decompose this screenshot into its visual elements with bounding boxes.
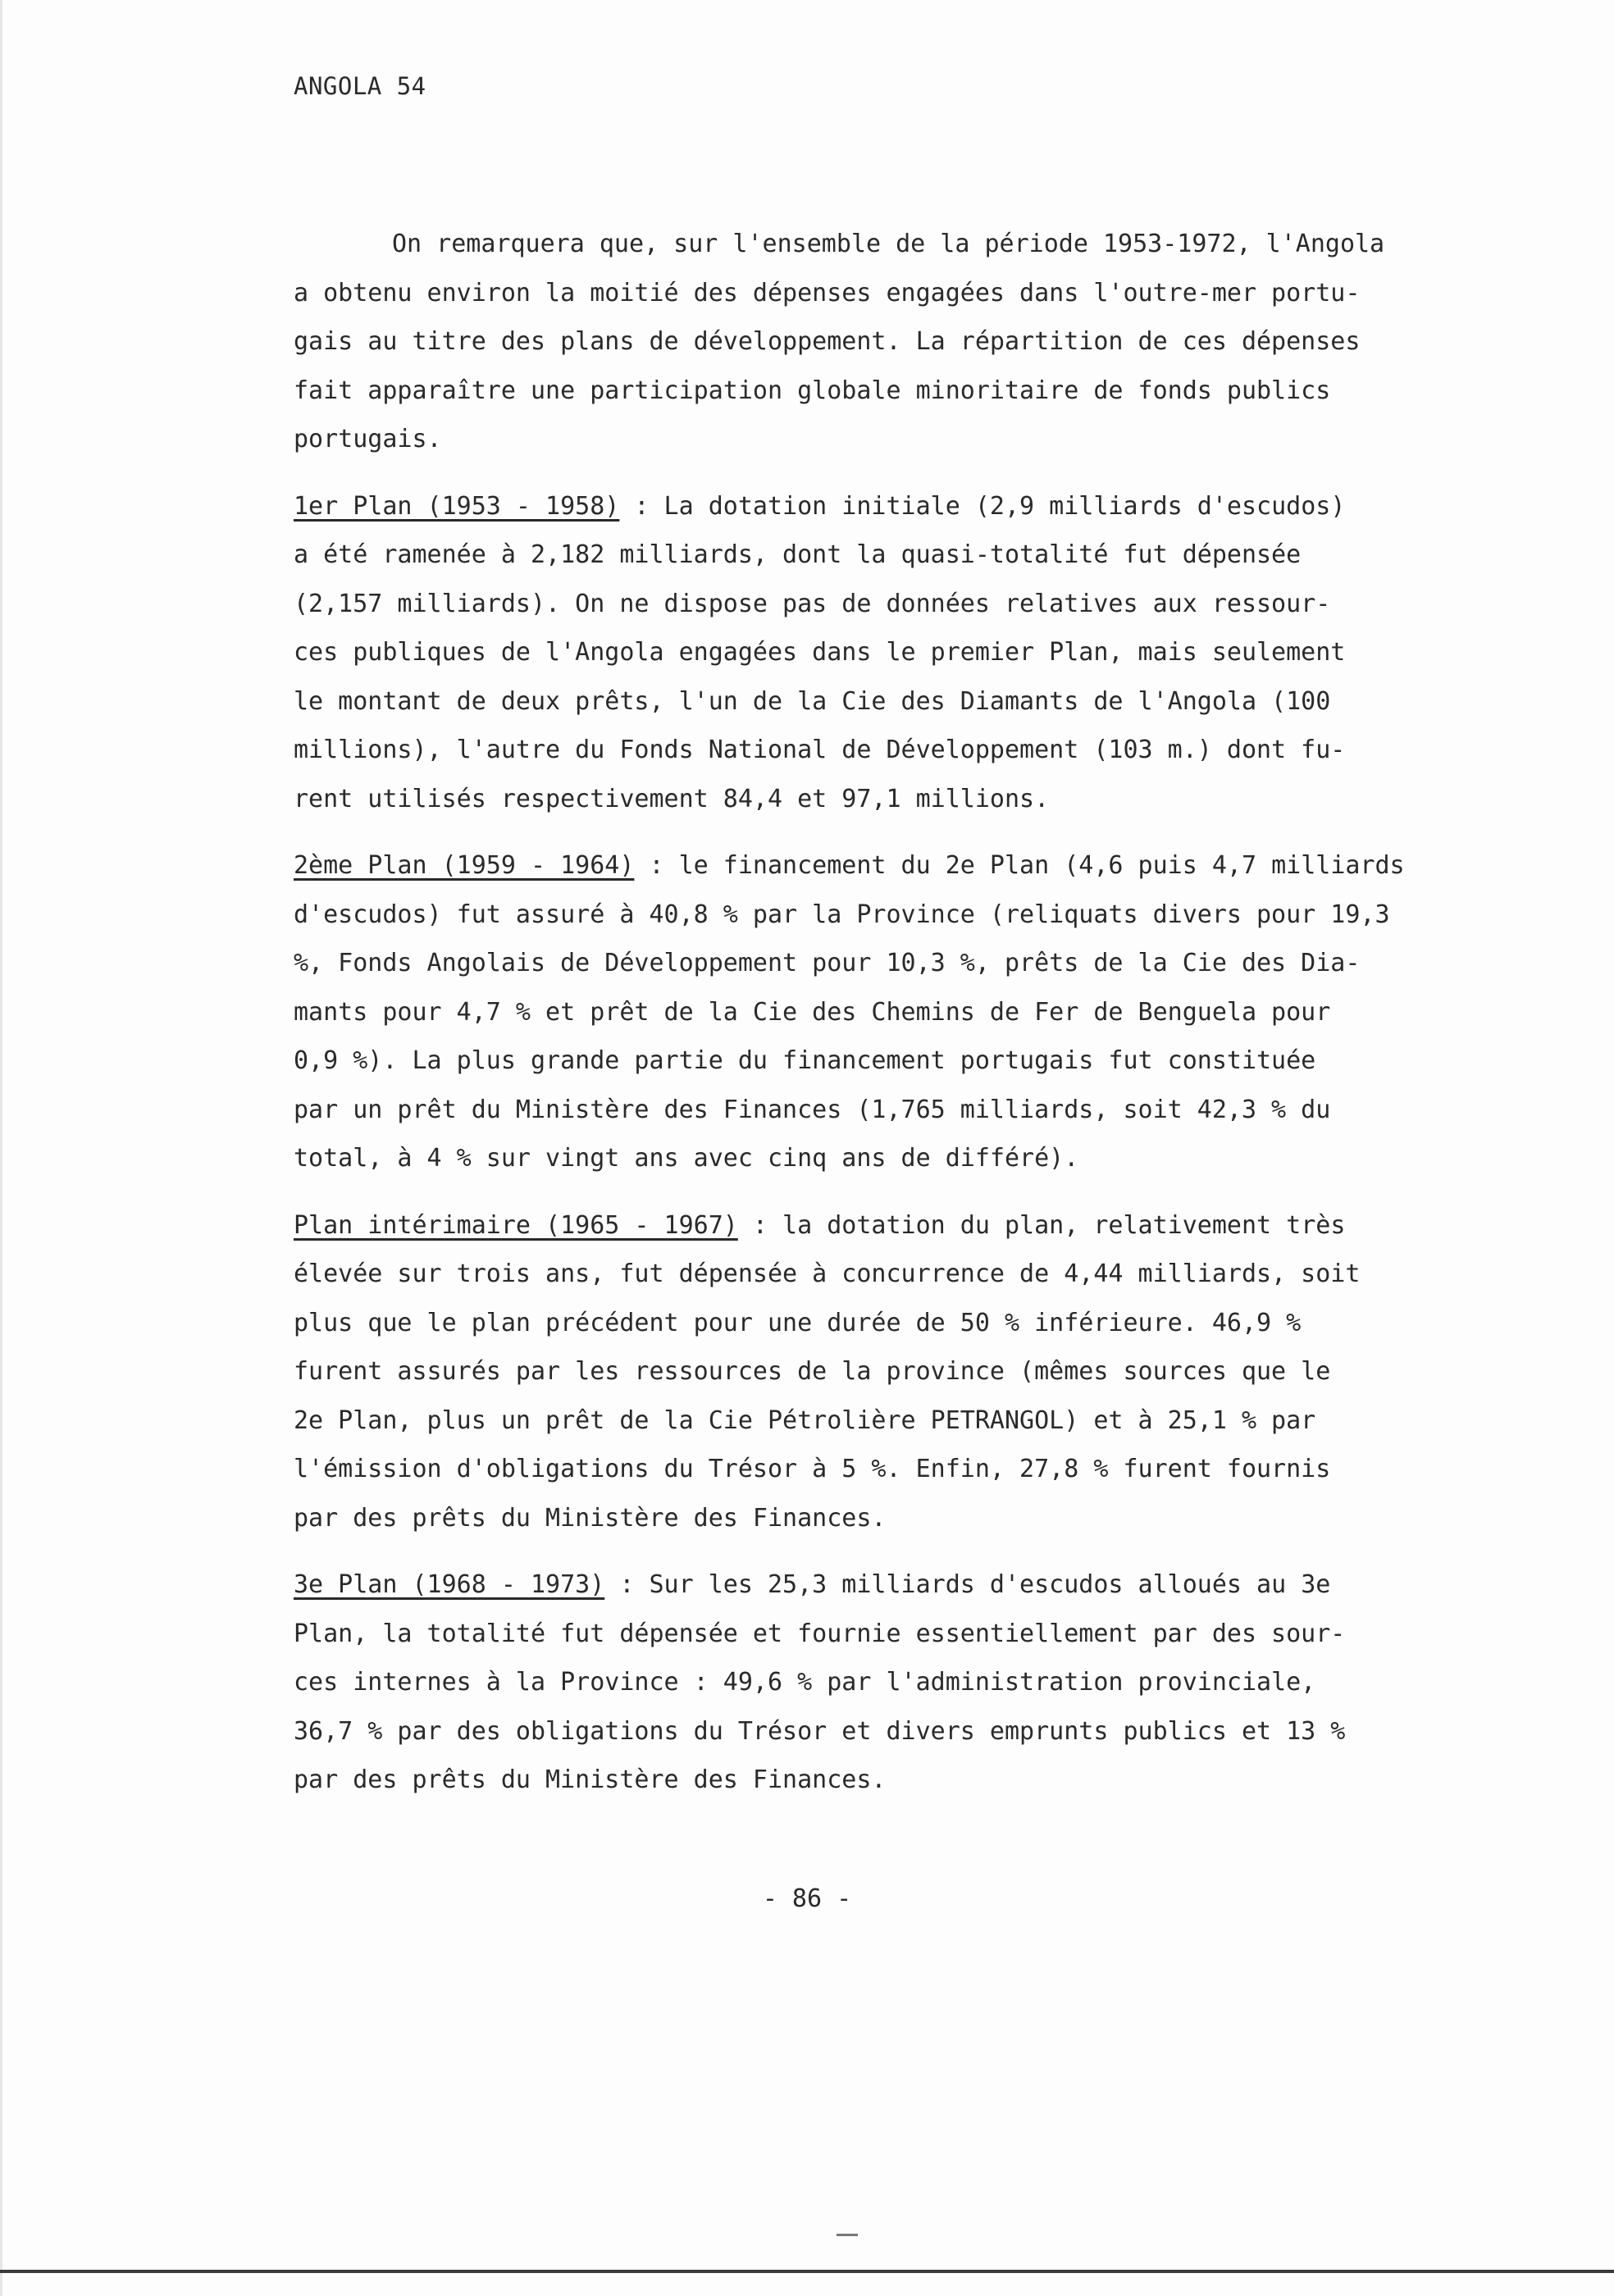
intro-paragraph <box>294 220 1532 464</box>
paragraph-plan-interim <box>294 1201 1532 1543</box>
paragraph-text: On remarquera que, sur l'ensemble de la période 1953-1972, l'Angola a obtenu environ la moitié des dépenses engagées dans l'outre-mer portu- gais au titre des plans de développement. La répartition de ces dépenses fait apparaître une participation globale minoritaire de fonds publics portugais. <box>294 230 1385 453</box>
document-body <box>294 220 1532 1823</box>
paragraph-plan-2 <box>294 841 1532 1183</box>
page-number: - 86 - <box>762 1884 852 1913</box>
section-heading: 3e Plan (1968 - 1973) <box>294 1570 605 1599</box>
page-edge <box>0 0 2 2296</box>
section-heading: Plan intérimaire (1965 - 1967) <box>294 1210 738 1240</box>
scan-mark <box>837 2234 858 2236</box>
bottom-rule <box>0 2270 1614 2273</box>
paragraph-text: : La dotation initiale (2,9 milliards d'escudos) a été ramenée à 2,182 milliards, dont la quasi-totalité fut dépensée (2,157 milliards). On ne dispose pas de données relatives aux ressour- ces publiques de l'Angola engagées dans le premier Plan, mais seulement le montant de deux prêts, l'un de la Cie des Diamants de l'Angola (100 millions), l'autre du Fonds National de Développement (103 m.) dont fu- rent utilisés respectivement 84,4 et 97,1 millions. <box>294 491 1346 813</box>
paragraph-text: : le financement du 2e Plan (4,6 puis 4,7 milliards d'escudos) fut assuré à 40,8 % par la Province (reliquats divers pour 19,3 %, Fonds Angolais de Développement pour 10,3 %, prêts de la Cie des Dia- mants pour 4,7 % et prêt de la Cie des Chemins de Fer de Benguela pour 0,9 %). La plus grande partie du financement portugais fut constituée par un prêt du Ministère des Finances (1,765 milliards, soit 42,3 % du total, à 4 % sur vingt ans avec cinq ans de différé). <box>294 851 1405 1173</box>
paragraph-plan-3 <box>294 1560 1532 1805</box>
paragraph-text: : Sur les 25,3 milliards d'escudos alloués au 3e Plan, la totalité fut dépensée et fournie essentiellement par des sour- ces internes à la Province : 49,6 % par l'administration provinciale, 36,7 % par des obligations du Trésor et divers emprunts publics et 13 % par des prêts du Ministère des Finances. <box>294 1570 1346 1794</box>
section-heading: 1er Plan (1953 - 1958) <box>294 491 620 521</box>
running-header: ANGOLA 54 <box>294 72 426 100</box>
paragraph-plan-1 <box>294 482 1532 824</box>
paragraph-text: : la dotation du plan, relativement très élevée sur trois ans, fut dépensée à concurrence de 4,44 milliards, soit plus que le plan précédent pour une durée de 50 % inférieure. 46,9 % furent assurés par les ressources de la province (mêmes sources que le 2e Plan, plus un prêt de la Cie Pétrolière PETRANGOL) et à 25,1 % par l'émission d'obligations du Trésor à 5 %. Enfin, 27,8 % furent fournis par des prêts du Ministère des Finances. <box>294 1210 1361 1533</box>
section-heading: 2ème Plan (1959 - 1964) <box>294 851 635 880</box>
